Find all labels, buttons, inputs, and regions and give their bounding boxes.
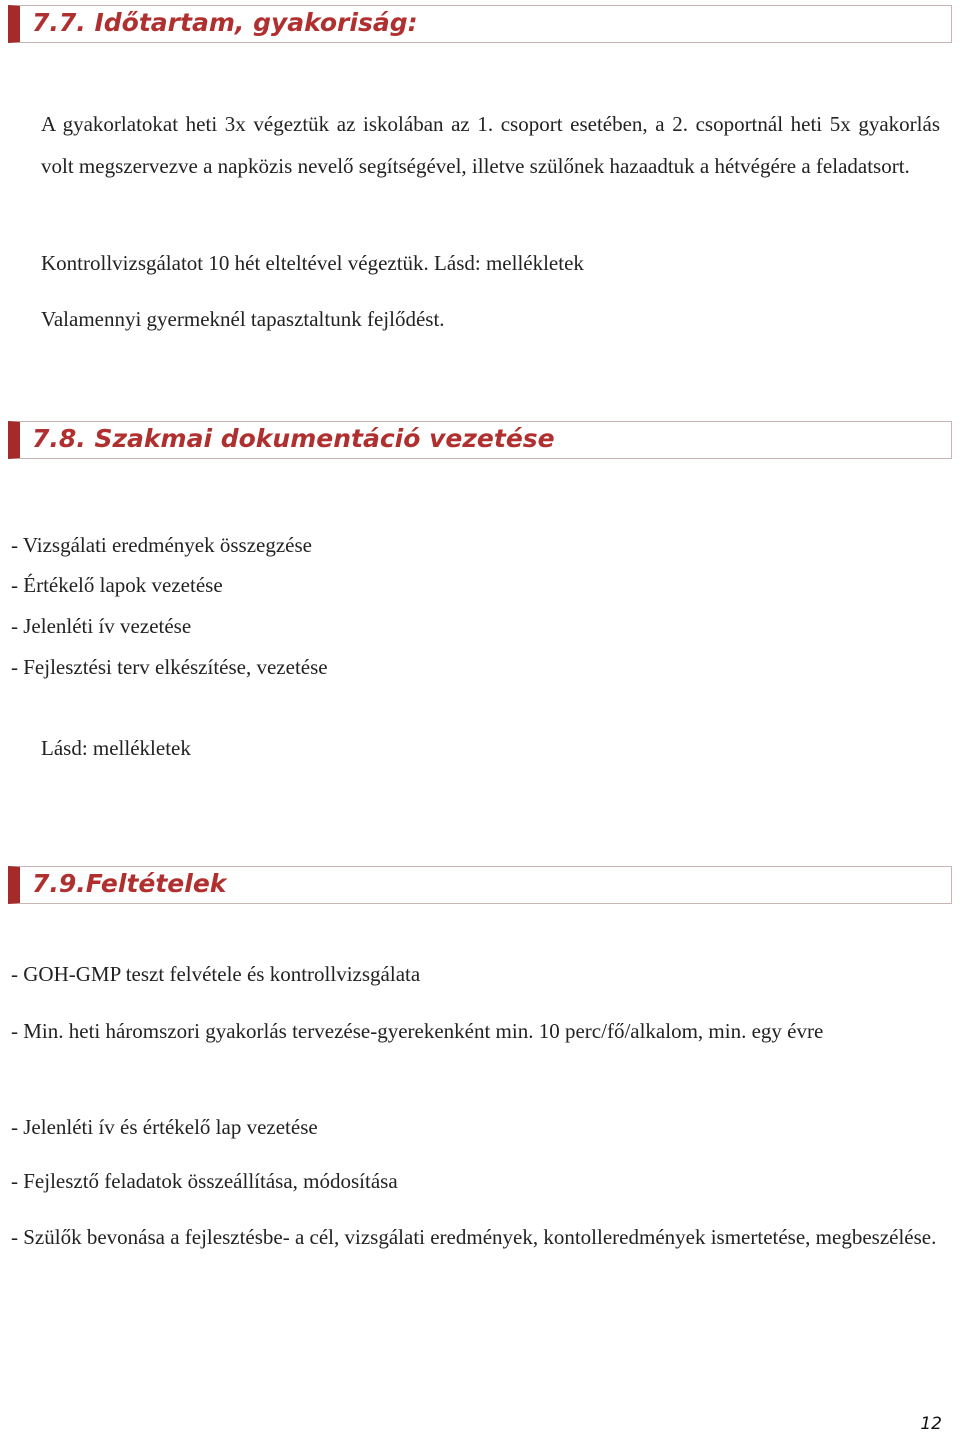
section-heading-7-7 <box>8 5 952 43</box>
paragraph-control-exam: Kontrollvizsgálatot 10 hét elteltével végeztük. Lásd: mellékletek <box>41 251 584 275</box>
list-item: - Fejlesztő feladatok összeállítása, módosítása <box>11 1169 398 1193</box>
section-heading-7-8 <box>8 421 952 459</box>
list-item: - Jelenléti ív és értékelő lap vezetése <box>11 1115 318 1139</box>
page-number: 12 <box>920 1414 942 1434</box>
section-title: 7.8. Szakmai dokumentáció vezetése <box>32 424 555 453</box>
list-item: - Értékelő lapok vezetése <box>11 573 223 597</box>
list-item: - Jelenléti ív vezetése <box>11 614 192 638</box>
list-item: - Min. heti háromszori gyakorlás tervezése-gyerekenként min. 10 perc/fő/alkalom, min. egy évre <box>11 1019 824 1043</box>
section-title: 7.9.Feltételek <box>32 869 227 898</box>
paragraph-see-attachments: Lásd: mellékletek <box>41 736 191 760</box>
list-item: - GOH-GMP teszt felvétele és kontrollvizsgálata <box>11 962 421 986</box>
list-item: - Vizsgálati eredmények összegzése <box>11 533 312 557</box>
paragraph-schedule: A gyakorlatokat heti 3x végeztük az iskolában az 1. csoport esetében, a 2. csoportnál heti 5x gyakorlás volt megszervezve a napközis nevelő segítségével, illetve szülőnek hazaadtuk a hétvégére a feladatsort. <box>41 112 940 178</box>
list-item: - Fejlesztési terv elkészítése, vezetése <box>11 655 328 679</box>
section-heading-7-9 <box>8 866 952 904</box>
list-item: - Szülők bevonása a fejlesztésbe- a cél, vizsgálati eredmények, kontolleredmények ismertetése, megbeszélése. <box>11 1225 937 1249</box>
section-title: 7.7. Időtartam, gyakoriság: <box>32 8 418 37</box>
paragraph-progress: Valamennyi gyermeknél tapasztaltunk fejlődést. <box>41 307 445 331</box>
